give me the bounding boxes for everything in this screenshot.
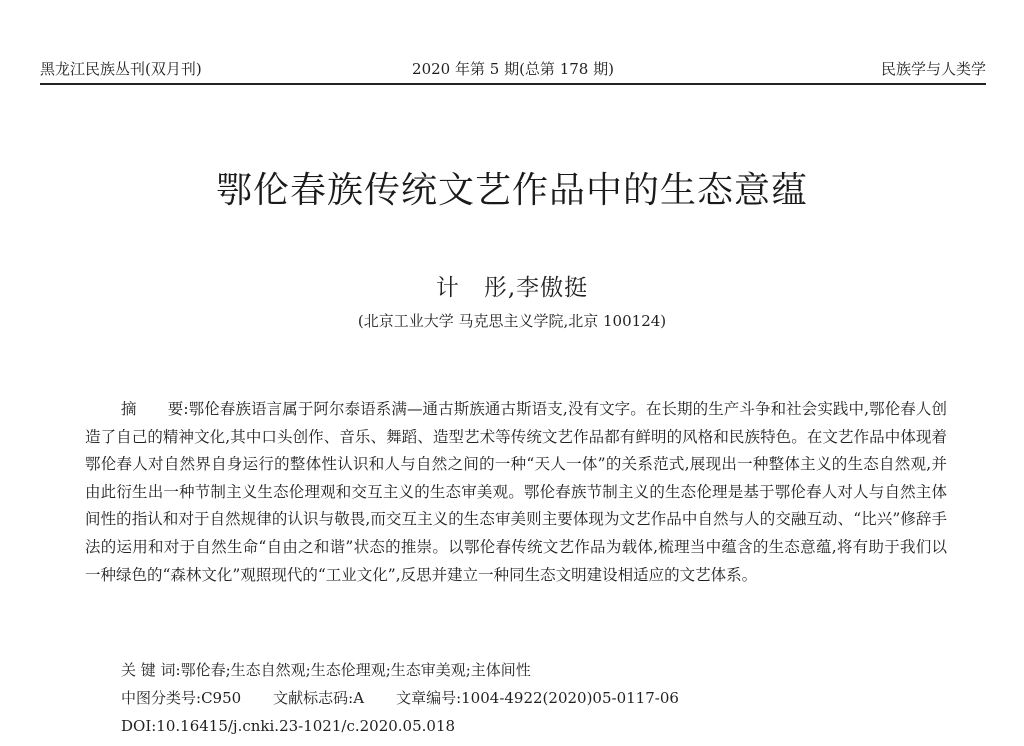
clc-value: C950 [201,689,242,707]
abstract-text: 鄂伦春族语言属于阿尔泰语系满—通古斯族通古斯语支,没有文字。在长期的生产斗争和社会实践中,鄂伦春人创造了自己的精神文化,其中口头创作、音乐、舞蹈、造型艺术等传统文艺作品都有鲜明的风格和民族特色。在文艺作品中体现着鄂伦春人对自然界自身运行的整体性认识和人与自然之间的一种“天人一体”的关系范式,展现出一种整体主义的生态自然观,并由此衍生出一种节制主义生态伦理观和交互主义的生态审美观。鄂伦春族节制主义的生态伦理是基于鄂伦春人对人与自然主体间性的指认和对于自然规律的认识与敬畏,而交互主义的生态审美则主要体现为文艺作品中自然与人的交融互动、“比兴”修辞手法的运用和对于自然生命“自由之和谐”状态的推崇。以鄂伦春传统文艺作品为载体,梳理当中蕴含的生态意蕴,将有助于我们以一种绿色的“森林文化”观照现代的“工业文化”,反思并建立一种同生态文明建设相适应的文艺体系。 [85,400,947,584]
doc-code-label: 文献标志码: [273,689,354,707]
classification-line [121,686,951,710]
journal-header [40,55,986,85]
keywords [121,658,951,682]
keywords-text: 鄂伦春;生态自然观;生态伦理观;生态审美观;主体间性 [180,661,531,679]
doc-code-value: A [353,689,365,707]
article-title: 鄂伦春族传统文艺作品中的生态意蕴 [215,170,808,211]
author-affiliation: (北京工业大学 马克思主义学院,北京 100124) [357,312,667,330]
keywords-label: 关 键 词: [121,661,181,679]
abstract-label: 摘 要: [121,400,189,418]
article-no-label: 文章编号: [396,689,462,707]
abstract [85,396,947,589]
issue-info: 2020 年第 5 期(总第 178 期) [412,60,614,78]
journal-name: 黑龙江民族丛刊(双月刊) [40,60,202,78]
article-no-value: 1004-4922(2020)05-0117-06 [461,689,679,707]
article-authors: 计 彤,李傲挺 [435,275,589,301]
clc-label: 中图分类号: [121,689,202,707]
doi: DOI:10.16415/j.cnki.23-1021/c.2020.05.018 [121,717,456,735]
section-name: 民族学与人类学 [880,60,986,78]
